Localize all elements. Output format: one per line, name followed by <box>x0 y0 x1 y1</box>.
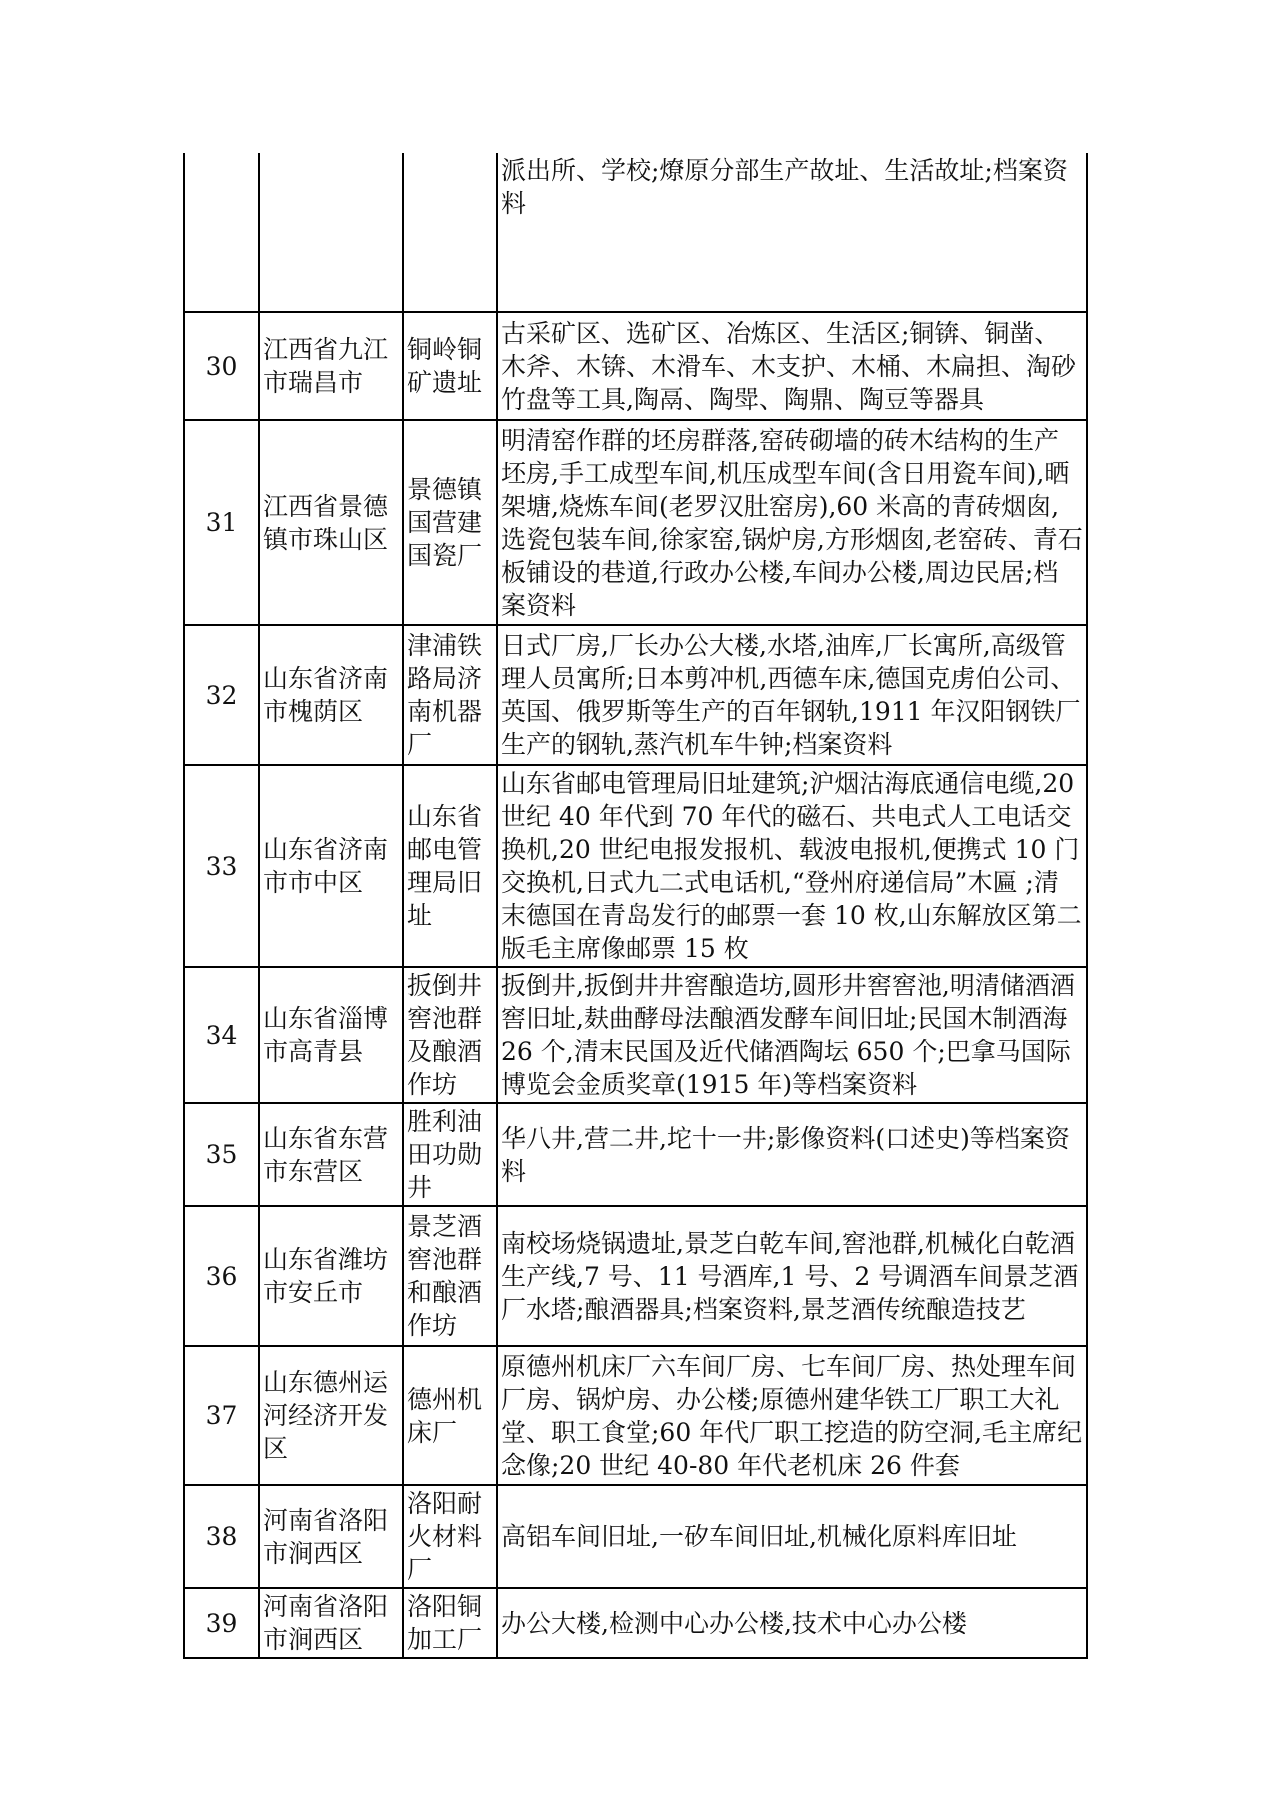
site-name-cell: 洛阳耐火材料厂 <box>403 1485 497 1588</box>
row-number-cell: 30 <box>184 312 259 420</box>
site-name-cell: 德州机床厂 <box>403 1346 497 1485</box>
description-cell: 山东省邮电管理局旧址建筑;沪烟沽海底通信电缆,20 世纪 40 年代到 70 年代的磁石、共电式人工电话交换机,20 世纪电报发报机、载波电报机,便携式 10 门交换机,日式九二式电话机,“登州府递信局”木匾 ;清末德国在青岛发行的邮票一套 10 枚,山东解放区第二版毛主席像邮票 15 枚 <box>497 765 1087 967</box>
description-cell: 派出所、学校;燎原分部生产故址、生活故址;档案资料 <box>497 153 1087 312</box>
site-name-cell: 景德镇国营建国瓷厂 <box>403 420 497 625</box>
site-name-cell: 铜岭铜矿遗址 <box>403 312 497 420</box>
site-name-cell: 胜利油田功勋井 <box>403 1103 497 1206</box>
site-name-cell <box>403 153 497 312</box>
row-number-cell: 33 <box>184 765 259 967</box>
description-cell: 扳倒井,扳倒井井窖酿造坊,圆形井窖窖池,明清储酒酒窖旧址,麸曲酵母法酿酒发酵车间旧址;民国木制酒海 26 个,清末民国及近代储酒陶坛 650 个;巴拿马国际博览会金质奖章(1915 年)等档案资料 <box>497 967 1087 1103</box>
row-number-cell: 38 <box>184 1485 259 1588</box>
row-number-cell <box>184 153 259 312</box>
table-row <box>184 1346 1087 1485</box>
table-row <box>184 420 1087 625</box>
description-cell: 日式厂房,厂长办公大楼,水塔,油库,厂长寓所,高级管理人员寓所;日本剪冲机,西德车床,德国克虏伯公司、英国、俄罗斯等生产的百年钢轨,1911 年汉阳钢铁厂生产的钢轨,蒸汽机车牛钟;档案资料 <box>497 625 1087 765</box>
row-number-cell: 37 <box>184 1346 259 1485</box>
location-cell: 山东省济南市槐荫区 <box>259 625 403 765</box>
location-cell: 山东省东营市东营区 <box>259 1103 403 1206</box>
location-cell: 江西省九江市瑞昌市 <box>259 312 403 420</box>
location-cell: 江西省景德镇市珠山区 <box>259 420 403 625</box>
location-cell: 山东省潍坊市安丘市 <box>259 1206 403 1346</box>
site-name-cell: 津浦铁路局济南机器厂 <box>403 625 497 765</box>
description-cell: 办公大楼,检测中心办公楼,技术中心办公楼 <box>497 1588 1087 1658</box>
row-number-cell: 32 <box>184 625 259 765</box>
heritage-sites-table <box>183 153 1088 1659</box>
description-cell: 原德州机床厂六车间厂房、七车间厂房、热处理车间厂房、锅炉房、办公楼;原德州建华铁工厂职工大礼堂、职工食堂;60 年代厂职工挖造的防空洞,毛主席纪念像;20 世纪 40-80 年代老机床 26 件套 <box>497 1346 1087 1485</box>
table-row <box>184 967 1087 1103</box>
table-row <box>184 625 1087 765</box>
table-row <box>184 1485 1087 1588</box>
location-cell: 河南省洛阳市涧西区 <box>259 1485 403 1588</box>
table-row <box>184 1103 1087 1206</box>
description-cell: 明清窑作群的坯房群落,窑砖砌墙的砖木结构的生产坯房,手工成型车间,机压成型车间(含日用瓷车间),晒架塘,烧炼车间(老罗汉肚窑房),60 米高的青砖烟囱,选瓷包装车间,徐家窑,锅炉房,方形烟囱,老窑砖、青石板铺设的巷道,行政办公楼,车间办公楼,周边民居;档案资料 <box>497 420 1087 625</box>
description-cell: 华八井,营二井,坨十一井;影像资料(口述史)等档案资料 <box>497 1103 1087 1206</box>
location-cell: 河南省洛阳市涧西区 <box>259 1588 403 1658</box>
row-number-cell: 34 <box>184 967 259 1103</box>
table-row <box>184 312 1087 420</box>
location-cell: 山东省淄博市高青县 <box>259 967 403 1103</box>
site-name-cell: 山东省邮电管理局旧址 <box>403 765 497 967</box>
site-name-cell: 景芝酒窖池群和酿酒作坊 <box>403 1206 497 1346</box>
location-cell: 山东省济南市市中区 <box>259 765 403 967</box>
row-number-cell: 35 <box>184 1103 259 1206</box>
location-cell <box>259 153 403 312</box>
description-cell: 高铝车间旧址,一矽车间旧址,机械化原料库旧址 <box>497 1485 1087 1588</box>
table-row <box>184 765 1087 967</box>
row-number-cell: 39 <box>184 1588 259 1658</box>
site-name-cell: 扳倒井窖池群及酿酒作坊 <box>403 967 497 1103</box>
description-cell: 古采矿区、选矿区、冶炼区、生活区;铜锛、铜凿、木斧、木锛、木滑车、木支护、木桶、木扁担、淘砂竹盘等工具,陶鬲、陶斝、陶鼎、陶豆等器具 <box>497 312 1087 420</box>
table-row <box>184 1588 1087 1658</box>
site-name-cell: 洛阳铜加工厂 <box>403 1588 497 1658</box>
row-number-cell: 36 <box>184 1206 259 1346</box>
table-row <box>184 1206 1087 1346</box>
location-cell: 山东德州运河经济开发区 <box>259 1346 403 1485</box>
row-number-cell: 31 <box>184 420 259 625</box>
description-cell: 南校场烧锅遗址,景芝白乾车间,窖池群,机械化白乾酒生产线,7 号、11 号酒库,1 号、2 号调酒车间景芝酒厂水塔;酿酒器具;档案资料,景芝酒传统酿造技艺 <box>497 1206 1087 1346</box>
table-row <box>184 153 1087 312</box>
